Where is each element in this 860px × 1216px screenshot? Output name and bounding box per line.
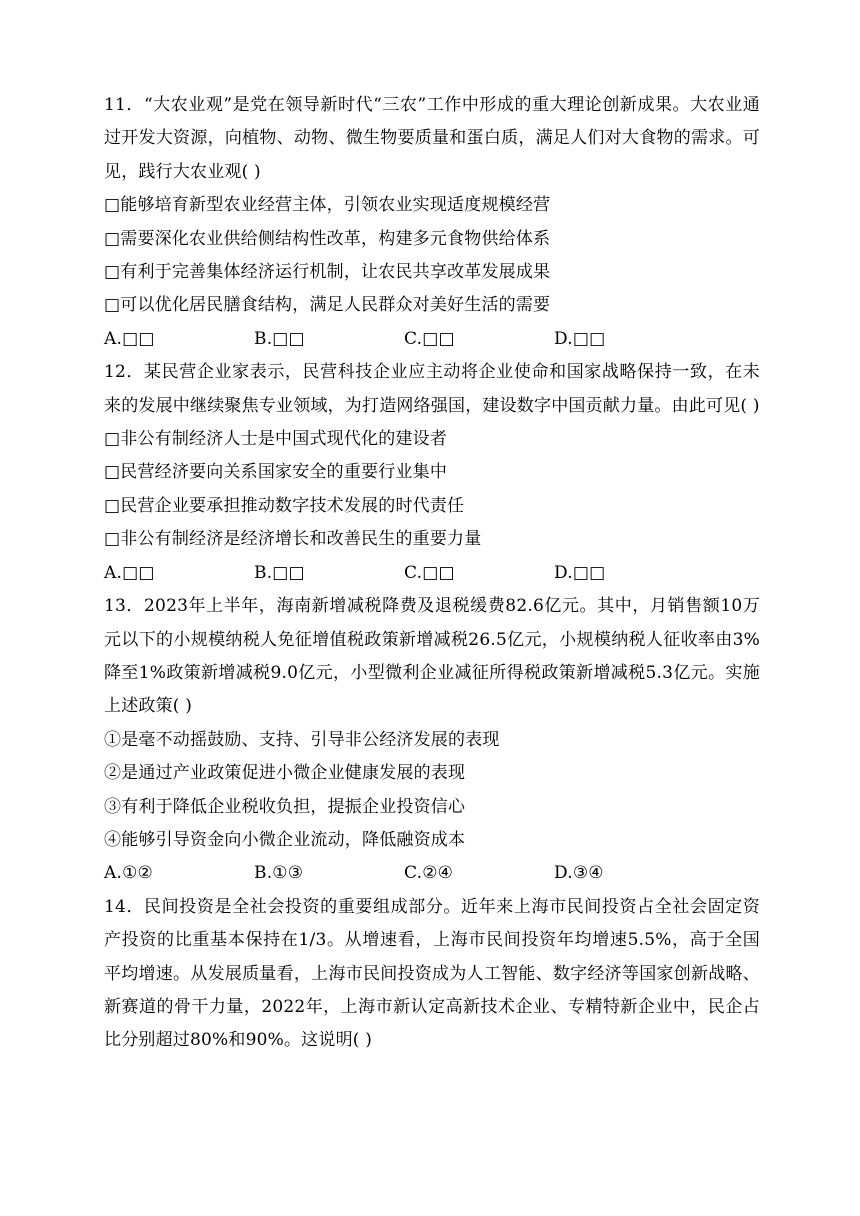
choice-a: A.□□ — [104, 328, 155, 349]
question-stem: 13．2023年上半年，海南新增减税降费及退税缓费82.6亿元。其中，月销售额10万元以下的小规模纳税人免征增值税政策新增减税26.5亿元，小规模纳税人征收率由3%降至1%政策新增减税9.0亿元，小型微利企业减征所得税政策新增减税5.3亿元。实施上述政策( ) — [104, 596, 760, 717]
question-list — [104, 89, 760, 1058]
option-3: □民营企业要承担推动数字技术发展的时代责任 — [104, 495, 465, 516]
answer-choices — [104, 323, 760, 356]
choice-b: B.□□ — [254, 328, 305, 349]
choice-c: C.□□ — [404, 328, 455, 349]
answer-choices — [104, 557, 760, 590]
option-2: □需要深化农业供给侧结构性改革，构建多元食物供给体系 — [104, 228, 551, 249]
option-3: ③有利于降低企业税收负担，提振企业投资信心 — [104, 796, 466, 817]
option-1: □能够培育新型农业经营主体，引领农业实现适度规模经营 — [104, 195, 551, 216]
option-4: ④能够引导资金向小微企业流动，降低融资成本 — [104, 829, 466, 850]
answer-choices — [104, 857, 760, 890]
question-12 — [104, 356, 760, 590]
question-stem: 11．“大农业观”是党在领导新时代“三农”工作中形成的重大理论创新成果。大农业通过开发大资源，向植物、动物、微生物要质量和蛋白质，满足人们对大食物的需求。可见，践行大农业观( ) — [104, 95, 760, 182]
choice-a: A.□□ — [104, 562, 155, 583]
question-13 — [104, 590, 760, 891]
option-4: □非公有制经济是经济增长和改善民生的重要力量 — [104, 529, 482, 550]
option-1: □非公有制经济人士是中国式现代化的建设者 — [104, 429, 448, 450]
question-14 — [104, 891, 760, 1058]
option-3: □有利于完善集体经济运行机制，让农民共享改革发展成果 — [104, 262, 551, 283]
question-stem: 14．民间投资是全社会投资的重要组成部分。近年来上海市民间投资占全社会固定资产投资的比重基本保持在1/3。从增速看，上海市民间投资年均增速5.5%，高于全国平均增速。从发展质量看，上海市民间投资成为人工智能、数字经济等国家创新战略、新赛道的骨干力量，2022年，上海市新认定高新技术企业、专精特新企业中，民企占比分别超过80%和90%。这说明( ) — [104, 896, 760, 1051]
question-stem: 12．某民营企业家表示，民营科技企业应主动将企业使命和国家战略保持一致，在未来的发展中继续聚焦专业领域，为打造网络强国，建设数字中国贡献力量。由此可见( ) — [104, 362, 760, 416]
choice-d: D.③④ — [554, 863, 604, 884]
choice-d: D.□□ — [554, 562, 606, 583]
choice-b: B.□□ — [254, 562, 305, 583]
choice-d: D.□□ — [554, 328, 606, 349]
question-11 — [104, 89, 760, 356]
option-4: □可以优化居民膳食结构，满足人民群众对美好生活的需要 — [104, 295, 551, 316]
option-2: ②是通过产业政策促进小微企业健康发展的表现 — [104, 763, 466, 784]
option-1: ①是毫不动摇鼓励、支持、引导非公经济发展的表现 — [104, 729, 500, 750]
choice-c: C.②④ — [404, 863, 454, 884]
choice-c: C.□□ — [404, 562, 455, 583]
option-2: □民营经济要向关系国家安全的重要行业集中 — [104, 462, 448, 483]
choice-a: A.①② — [104, 863, 153, 884]
choice-b: B.①③ — [254, 863, 304, 884]
